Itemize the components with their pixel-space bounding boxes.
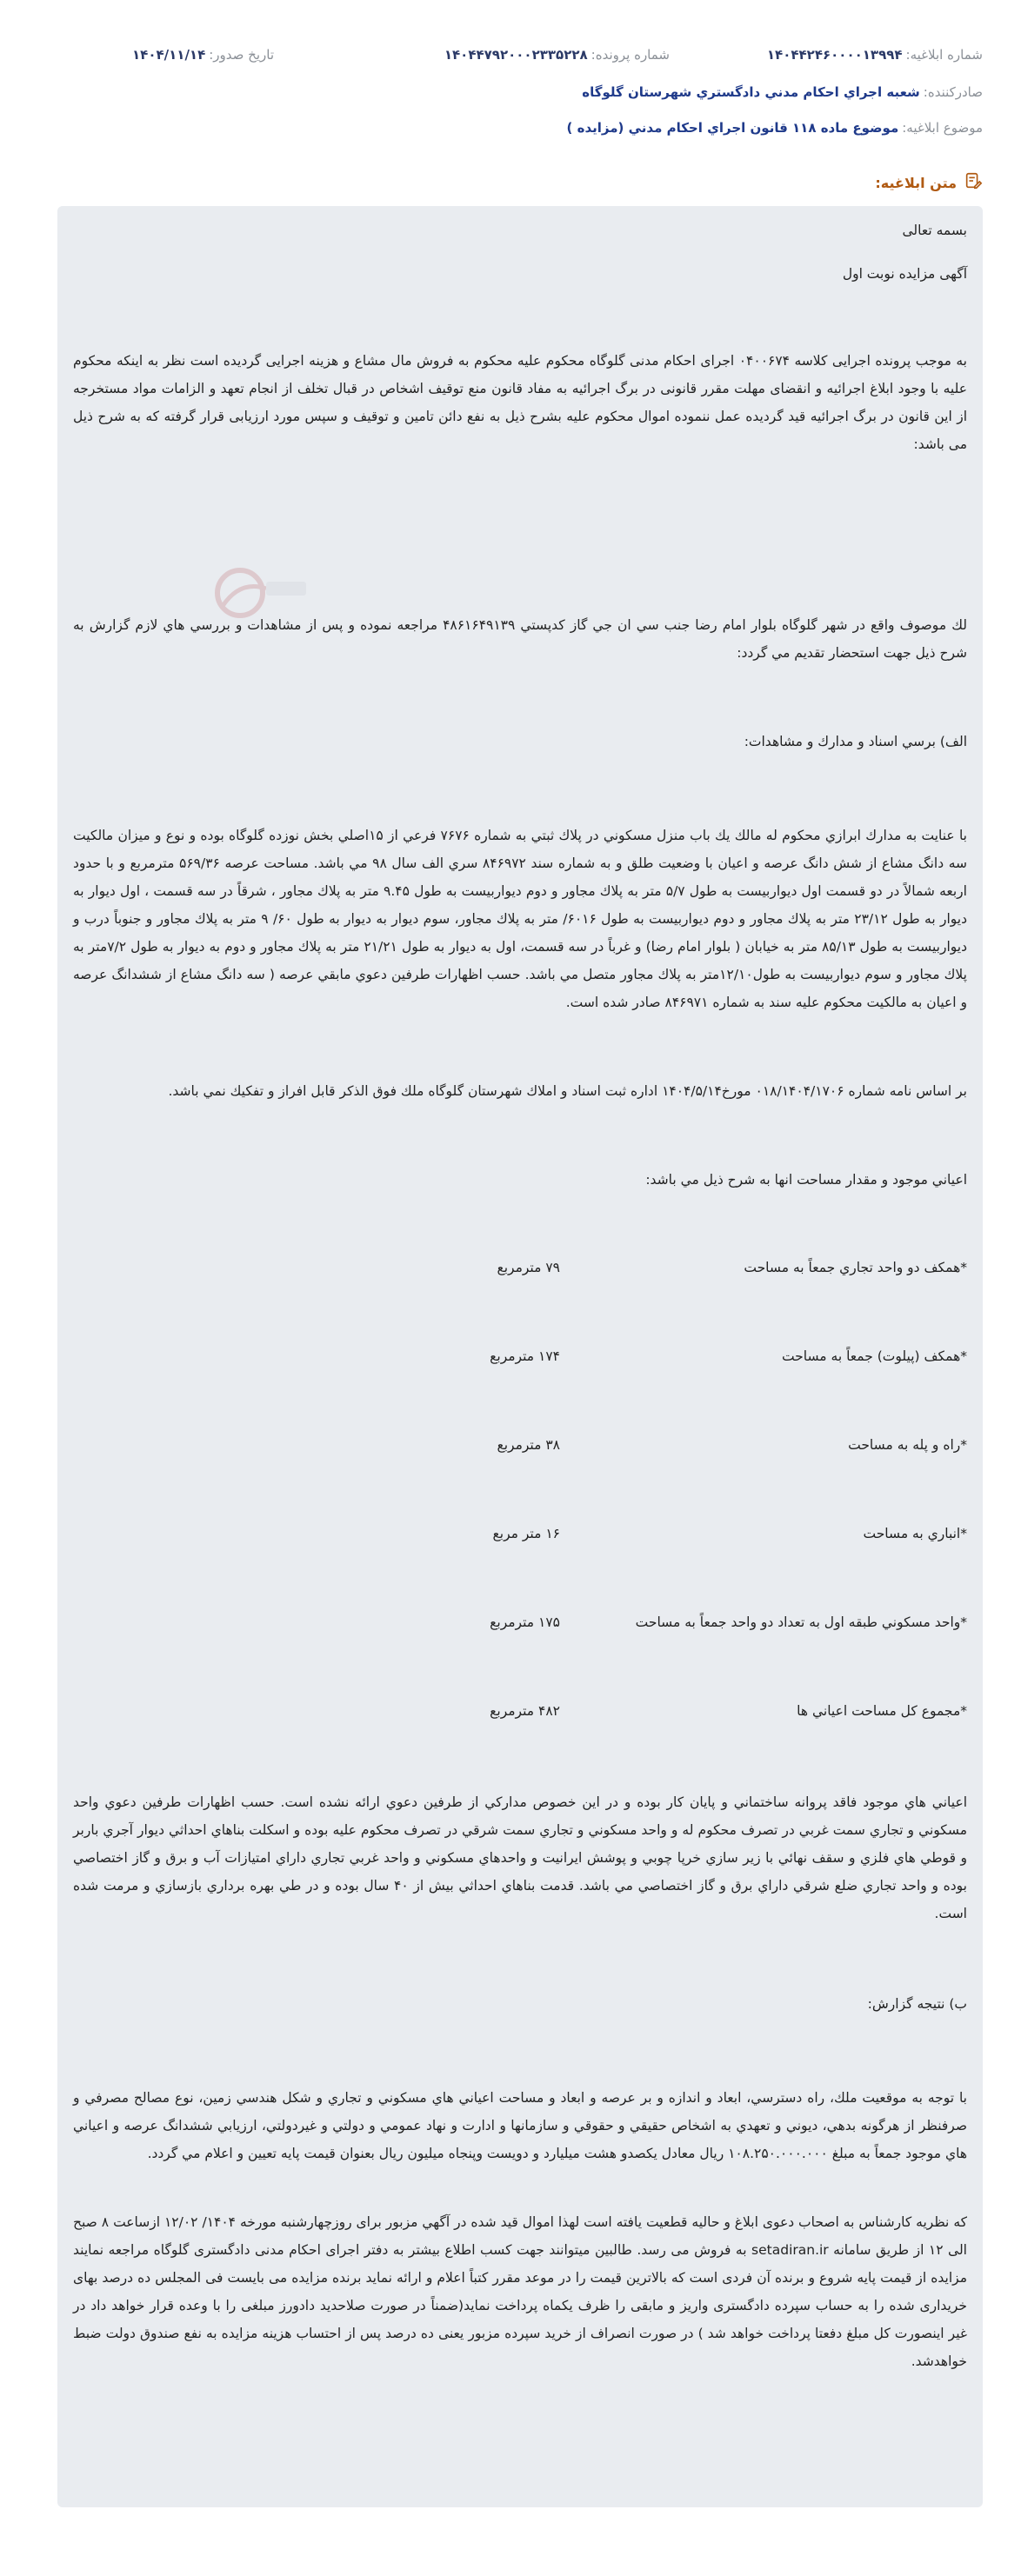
paragraph-structures: اعياني هاي موجود فاقد پروانه ساختماني و پايان كار بوده و در اين خصوص مداركي از طرفين دعوي ارائه نشده است. حسب اظهارات طرفين دعوي واحد مسكوني و تجاري سمت غربي در تصرف محكوم له و واحد مسكوني و تجاري سمت شرقي در تصرف محكوم عليه بوده و اسكلت بناهاي احداثي ديوار آجري باربر و قوطي هاي فلزي و سقف نهائي با زير سازي خرپا چوبي و پوشش ايرانيت و واحدهاي مسكوني و واحد غربي تجاري داراي امتيازات آب و برق و گاز اختصاصي بوده و واحد تجاري ضلع شرقي داراي برق و گاز اختصاصي مي باشد. قدمت بناهاي احداثي بيش از ۴۰ سال بوده و در طي بهره برداري بازسازي و مرمت شده است. (73, 1794, 967, 1921)
meta-row-numbers (38, 47, 983, 63)
area-name: *همكف (پيلوت) جمعاً به مساحت (781, 1348, 967, 1364)
paragraph-property-location: لك موصوف واقع در شهر گلوگاه بلوار امام رضا جنب سي ان جي گاز کدپستي ۴۸۶۱۶۴۹۱۳۹ مراجعه نموده و پس از مشاهدات و بررسي هاي لازم گزارش به شرح ذيل جهت استحضار تقديم مي گردد: (73, 617, 967, 661)
notice-body-panel (57, 206, 983, 2507)
area-row (73, 1437, 967, 1453)
paragraph-auction-terms: كه نظريه كارشناس به اصحاب دعوى ابلاغ و حاليه قطعيت يافته است لهذا اموال قيد شده در آگهي مزبور براى روزچهارشنبه مورخه ۱۴۰۴/ ۱۲/۰۲ ازساعت ۸ صبح الی ۱۲ از طريق سامانه setadiran.ir به فروش مى رسد. طالبين ميتوانند جهت كسب اطلاع بيشتر به دفتر اجراى احكام مدنى دادگسترى گلوگاه مراجعه نمايند مزايده از قيمت پايه شروع و برنده آن فردى است كه بالاترين قيمت را در موعد مقرر كتباً اعلام و ارائه نمايد برنده مزايده مى بايست فى المجلس ده درصد بهاى خريدارى شده را به حساب سپرده دادگسترى واريز و مابقى را ظرف يكماه پرداخت نمايد(ضمناً در صورت صلاحديد دادورز مبلغى را با وعده قرار خواهد داد در غير اينصورت كل مبلغ دفعتا پرداخت خواهد شد ) در صورت انصراف از خريد سپرده مزبور يعنى ده درصد پس از احتساب هزينه مزايده به نفع صندوق دولت ضبط خواهدشد. (73, 2214, 968, 2369)
area-name: *همكف دو واحد تجاري جمعاً به مساحت (744, 1260, 967, 1275)
area-amount: ۷۹ مترمربع (497, 1260, 560, 1275)
section-title: متن ابلاغيه: (875, 174, 957, 191)
area-name: *راه و پله به مساحت (848, 1437, 967, 1453)
paragraph-title: آگهی مزایده نوبت اول (842, 266, 967, 282)
area-amount: ۳۸ مترمربع (497, 1437, 560, 1453)
subject-label: موضوع ابلاغيه: (902, 120, 983, 136)
area-row (73, 1348, 967, 1364)
area-row (73, 1614, 967, 1630)
heading-documents: الف) برسي اسناد و مدارك و مشاهدات: (744, 734, 967, 749)
area-amount: ۱۶ متر مربع (492, 1526, 560, 1541)
issuer-value: شعبه اجراي احکام مدني دادگستري شهرستان گلوگاه (582, 84, 920, 100)
area-name: *مجموع كل مساحت اعياني ها (797, 1703, 967, 1719)
area-amount: ۱۷۵ مترمربع (490, 1614, 560, 1630)
case-number-label: شماره پرونده: (591, 47, 670, 63)
paragraph-intro: به موجب پرونده اجرایی کلاسه ۰۴۰۰۶۷۴ اجرای احکام مدنی گلوگاه محکوم علیه محکوم به فروش مال مشاع و هزینه اجرایی گردیده است نظر به اینکه محکوم علیه با وجود ابلاغ اجرائیه و انقضای مهلت مقرر قانونی در برگ اجرائیه به مفاد قانون منع توقیف اشخاص در قبال تخلف از انجام تعهد و الزامات مواد مستخرجه از این قانون در برگ اجرائیه قید گردیده عمل ننموده اموال محکوم علیه بشرح ذیل به نفع دائن تامین و توقیف و سپس مورد ارزیابی قرار گرفته که به شرح ذیل می باشد: (73, 353, 967, 452)
area-row (73, 1526, 967, 1541)
paragraph-documents: با عنايت به مدارك ابرازي محكوم له مالك يك باب منزل مسكوني در پلاك ثبتي به شماره ۷۶۷۶ فرعي از ۱۵اصلي بخش نوزده گلوگاه بوده و نوع و ميزان مالكيت سه دانگ مشاع از شش دانگ عرصه و اعيان با وضعيت طلق و به شماره سند ۸۴۶۹۷۲ سري الف سال ۹۸ مي باشد. مساحت عرصه ۵۶۹/۳۶ مترمربع و با حدود اربعه شمالاً در دو قسمت اول ديواربيست به طول ۵/۷ متر به پلاك مجاور و دوم ديواربيست به طول ۹.۴۵ متر به پلاك مجاور ، شرقاً در سه قسمت ، اول ديوار به ديوار به طول ۲۳/۱۲ متر به پلاك مجاور و دوم ديواربيست به طول ۶۰۱۶/ متر به پلاك مجاور، سوم ديوار به ديوار به طول ۶۰/ ۹ متر به پلاك مجاور و جنوباً درب و ديواربيست به طول ۸۵/۱۳ متر به خيابان ( بلوار امام رضا) و غرباً در سه قسمت، اول به ديوار به طول ۲۱/۲۱ متر به پلاك مجاور و دوم به ديوار به طول ۷/۲متر به پلاك مجاور و سوم ديواربيست به طول۱۲/۱۰متر به پلاك مجاور متصل مي باشد. حسب اظهارات طرفين دعوي مابقي عرصه ( سه دانگ مشاع از ششدانگ عرصه و اعيان به مالكيت محكوم عليه سند به شماره ۸۴۶۹۷۱ صادر شده است. (73, 828, 967, 1010)
document-edit-icon (964, 171, 983, 194)
section-header (875, 171, 983, 194)
issue-date-label: تاريخ صدور: (209, 47, 274, 63)
issue-date-value: ۱۴۰۴/۱۱/۱۴ (132, 47, 206, 63)
subject-value: موضوع ماده ۱۱۸ قانون اجراي احکام مدني (مزايده ) (566, 120, 899, 136)
paragraph-greeting: بسمه تعالی (902, 223, 967, 238)
area-row (73, 1260, 967, 1275)
notice-number (670, 47, 983, 63)
paragraph-valuation: با توجه به موقعيت ملك، راه دسترسي، ابعاد و اندازه و بر عرصه و ابعاد و مساحت اعياني هاي مسكوني و تجاري و شكل هندسي زمين، نوع مصالح مصرفي و صرفنظر از هرگونه بدهي، ديوني و تعهدي به اشخاص حقيقي و حقوقي و سازمانها و ادارت و نهاد عمومي و دولتي و غيردولتي، ارزيابي ششدانگ عرصه و اعياني هاي موجود جمعاً به مبلغ ۱۰۸.۲۵۰.۰۰۰.۰۰۰ ريال معادل يكصدو هشت ميليارد و دويست وپنجاه ميليون ريال بعنوان قيمت پايه تعيين و اعلام مي گردد. (73, 2090, 967, 2161)
meta-row-subject (38, 120, 983, 136)
heading-areas: اعياني موجود و مقدار مساحت انها به شرح ذيل مي باشد: (645, 1172, 967, 1188)
case-number (274, 47, 670, 63)
area-amount: ۴۸۲ مترمربع (490, 1703, 560, 1719)
meta-row-issuer (38, 84, 983, 100)
area-amount: ۱۷۴ مترمربع (490, 1348, 560, 1364)
paragraph-registry-letter: بر اساس نامه شماره ۰۱۸/۱۴۰۴/۱۷۰۶ مورخ۱۴۰۴/۵/۱۴ اداره ثبت اسناد و املاك شهرستان گلوگاه ملك فوق الذكر قابل افراز و تفكيك نمي باشد. (168, 1083, 967, 1099)
heading-result: ب) نتيجه گزارش: (867, 1996, 967, 2012)
area-name: *واحد مسكوني طبقه اول به تعداد دو واحد جمعاً به مساحت (635, 1614, 967, 1630)
case-number-value: ۱۴۰۴۴۷۹۲۰۰۰۲۳۳۵۲۲۸ (444, 47, 588, 63)
area-name: *انباري به مساحت (863, 1526, 967, 1541)
issuer-label: صادرکننده: (923, 84, 983, 100)
notice-number-label: شماره ابلاغيه: (905, 47, 983, 63)
area-row (73, 1703, 967, 1719)
issue-date (132, 47, 274, 63)
notice-number-value: ۱۴۰۴۴۲۴۶۰۰۰۰۱۳۹۹۴ (766, 47, 903, 63)
